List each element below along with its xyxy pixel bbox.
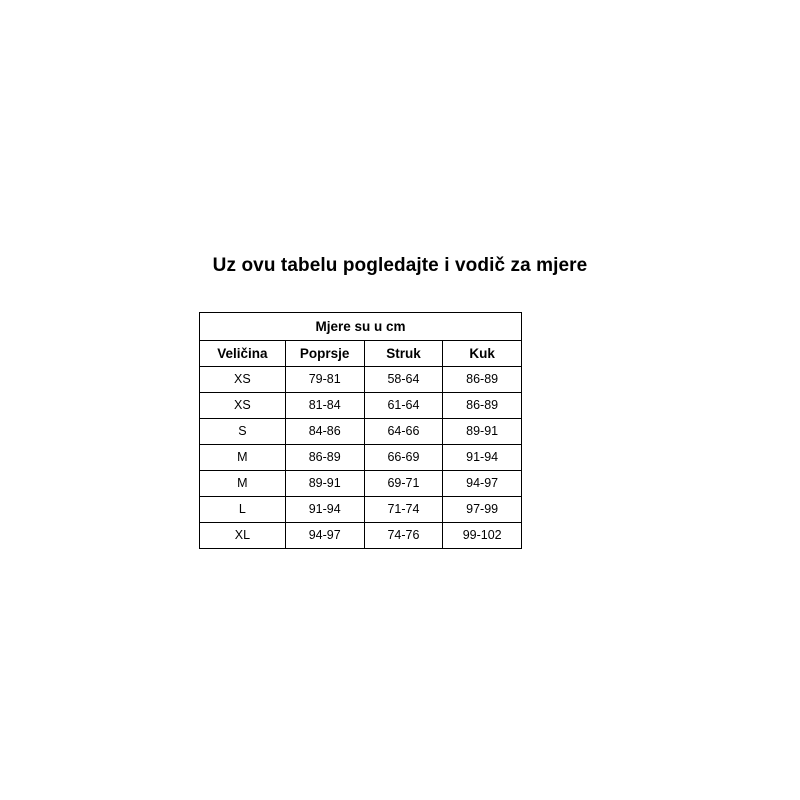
cell-hip: 99-102 bbox=[443, 523, 522, 549]
cell-bust: 84-86 bbox=[285, 419, 364, 445]
cell-bust: 94-97 bbox=[285, 523, 364, 549]
cell-size: XS bbox=[200, 393, 286, 419]
table-row bbox=[200, 471, 522, 497]
cell-size: S bbox=[200, 419, 286, 445]
table-header-row bbox=[200, 341, 522, 367]
cell-waist: 58-64 bbox=[364, 367, 443, 393]
cell-hip: 86-89 bbox=[443, 393, 522, 419]
cell-waist: 74-76 bbox=[364, 523, 443, 549]
cell-hip: 97-99 bbox=[443, 497, 522, 523]
cell-bust: 89-91 bbox=[285, 471, 364, 497]
cell-bust: 79-81 bbox=[285, 367, 364, 393]
table-caption-row bbox=[200, 313, 522, 341]
size-chart-container bbox=[199, 312, 522, 549]
cell-waist: 69-71 bbox=[364, 471, 443, 497]
cell-bust: 91-94 bbox=[285, 497, 364, 523]
table-row bbox=[200, 497, 522, 523]
table-caption: Mjere su u cm bbox=[200, 313, 522, 341]
cell-waist: 61-64 bbox=[364, 393, 443, 419]
size-chart-table bbox=[199, 312, 522, 549]
cell-size: XL bbox=[200, 523, 286, 549]
cell-waist: 71-74 bbox=[364, 497, 443, 523]
table-row bbox=[200, 393, 522, 419]
table-row bbox=[200, 445, 522, 471]
cell-hip: 94-97 bbox=[443, 471, 522, 497]
cell-size: XS bbox=[200, 367, 286, 393]
cell-bust: 86-89 bbox=[285, 445, 364, 471]
cell-size: L bbox=[200, 497, 286, 523]
cell-waist: 66-69 bbox=[364, 445, 443, 471]
column-header-waist: Struk bbox=[364, 341, 443, 367]
cell-bust: 81-84 bbox=[285, 393, 364, 419]
column-header-hip: Kuk bbox=[443, 341, 522, 367]
column-header-bust: Poprsje bbox=[285, 341, 364, 367]
cell-hip: 86-89 bbox=[443, 367, 522, 393]
cell-size: M bbox=[200, 445, 286, 471]
cell-hip: 91-94 bbox=[443, 445, 522, 471]
table-row bbox=[200, 367, 522, 393]
cell-waist: 64-66 bbox=[364, 419, 443, 445]
table-row bbox=[200, 419, 522, 445]
page-title: Uz ovu tabelu pogledajte i vodič za mjere bbox=[212, 255, 588, 276]
cell-size: M bbox=[200, 471, 286, 497]
cell-hip: 89-91 bbox=[443, 419, 522, 445]
column-header-size: Veličina bbox=[200, 341, 286, 367]
table-row bbox=[200, 523, 522, 549]
